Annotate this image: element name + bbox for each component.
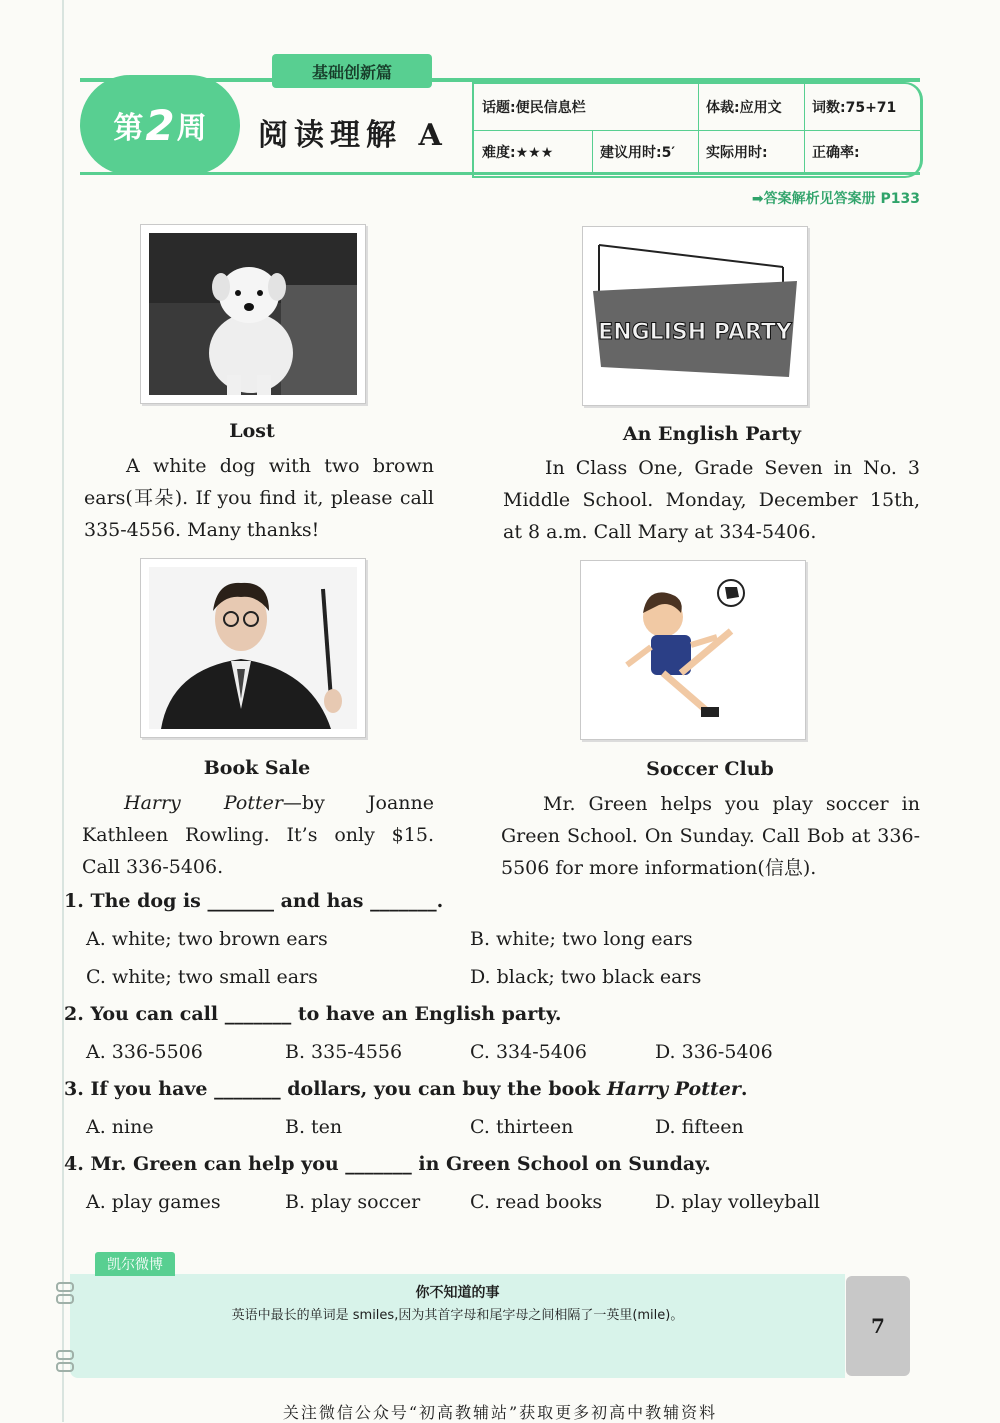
question-2-option-b[interactable]: B. 335-4556 <box>285 1041 403 1063</box>
page-number: 7 <box>846 1276 910 1376</box>
binding-ring-icon <box>56 1294 74 1304</box>
question-2-option-a[interactable]: A. 336-5506 <box>86 1041 203 1063</box>
soccer-ad-body <box>501 788 920 884</box>
book-ad-title: Book Sale <box>203 757 311 779</box>
binding-ring-icon <box>56 1282 74 1292</box>
party-banner-text: ENGLISH PARTY <box>598 320 792 345</box>
party-ad-title: An English Party <box>622 423 802 445</box>
question-3-option-d[interactable]: D. fifteen <box>655 1116 744 1138</box>
weibo-tab: 凯尔微博 <box>95 1252 175 1276</box>
week-prefix: 第 <box>113 111 144 146</box>
question-3-option-a[interactable]: A. nine <box>86 1116 154 1138</box>
topic-cell: 话题:便民信息栏 <box>482 100 586 116</box>
question-2-option-d[interactable]: D. 336-5406 <box>655 1041 773 1063</box>
question-2-stem: 2. You can call _______ to have an English party. <box>64 1003 562 1025</box>
book-ad-body <box>82 787 434 883</box>
difficulty-cell: 难度:★★★ <box>482 145 554 161</box>
question-2-option-c[interactable]: C. 334-5406 <box>470 1041 587 1063</box>
question-4-option-b[interactable]: B. play soccer <box>285 1191 421 1213</box>
question-4-stem: 4. Mr. Green can help you _______ in Green School on Sunday. <box>64 1153 711 1175</box>
soccer-ad-title: Soccer Club <box>646 758 774 780</box>
lost-ad-body <box>84 450 434 546</box>
book-name: Harry Potter <box>124 792 283 814</box>
party-ad-text: In Class One, Grade Seven in No. 3 Middle School. Monday, December 15th, at 8 a.m. Call Mary at 334-5406. <box>503 457 920 543</box>
party-picture-frame <box>582 226 808 406</box>
footer-tip-title: 你不知道的事 <box>415 1285 500 1301</box>
question-3-option-b[interactable]: B. ten <box>285 1116 343 1138</box>
lost-ad-text: A white dog with two brown ears(耳朵). If you find it, please call 335-4556. Many thanks! <box>84 455 434 541</box>
book-ad-text: —by Joanne Kathleen Rowling. It’s only $15. Call 336-5406. <box>82 792 434 878</box>
week-number: 2 <box>145 100 175 150</box>
question-1-stem: 1. The dog is _______ and has _______. <box>64 890 444 912</box>
footer-tip-text: 英语中最长的单词是 smiles,因为其首字母和尾字母之间相隔了一英里(mile)。 <box>231 1308 684 1323</box>
week-suffix: 周 <box>176 111 207 146</box>
harry-potter-photo <box>141 559 365 737</box>
week-badge <box>80 75 240 175</box>
answer-reference: ➡答案解析见答案册 P133 <box>751 191 920 207</box>
page-title-text: 阅读理解 <box>258 118 402 153</box>
soccer-boy-illustration <box>581 561 805 739</box>
question-1-option-c[interactable]: C. white; two small ears <box>86 966 318 988</box>
genre-cell: 体裁:应用文 <box>706 100 782 116</box>
question-3-stem-end: . <box>740 1078 748 1100</box>
page-title <box>258 110 442 154</box>
info-table <box>472 82 923 178</box>
question-4-option-a[interactable]: A. play games <box>86 1191 221 1213</box>
dog-photo <box>141 225 365 403</box>
section-tab: 基础创新篇 <box>272 54 432 88</box>
suggested-time-cell: 建议用时:5′ <box>600 145 676 161</box>
party-ad-body <box>503 452 920 548</box>
actual-time-cell: 实际用时: <box>706 145 768 161</box>
page-title-letter: A <box>418 118 442 153</box>
question-3-option-c[interactable]: C. thirteen <box>470 1116 574 1138</box>
question-3-stem-text: 3. If you have _______ dollars, you can buy the book <box>64 1078 607 1100</box>
accuracy-cell: 正确率: <box>812 145 860 161</box>
soccer-ad-text: Mr. Green helps you play soccer in Green School. On Sunday. Call Bob at 336-5506 for more information(信息). <box>501 793 920 879</box>
binding-ring-icon <box>56 1350 74 1360</box>
book-picture-frame <box>140 558 366 738</box>
binding-ring-icon <box>56 1362 74 1372</box>
binding-spine <box>62 0 64 1422</box>
question-1-option-d[interactable]: D. black; two black ears <box>470 966 702 988</box>
question-1-option-a[interactable]: A. white; two brown ears <box>86 928 328 950</box>
question-4-option-c[interactable]: C. read books <box>470 1191 603 1213</box>
question-4-option-d[interactable]: D. play volleyball <box>655 1191 820 1213</box>
question-1-option-b[interactable]: B. white; two long ears <box>470 928 693 950</box>
question-3-stem <box>64 1078 747 1100</box>
party-banner-image <box>583 227 807 405</box>
dog-picture-frame <box>140 224 366 404</box>
bottom-watermark-note: 关注微信公众号“初高教辅站”获取更多初高中教辅资料 <box>282 1403 718 1422</box>
lost-ad-title: Lost <box>229 420 275 442</box>
soccer-picture-frame <box>580 560 806 740</box>
question-3-book-name: Harry Potter <box>606 1078 741 1100</box>
word-count-cell: 词数:75+71 <box>812 100 897 116</box>
